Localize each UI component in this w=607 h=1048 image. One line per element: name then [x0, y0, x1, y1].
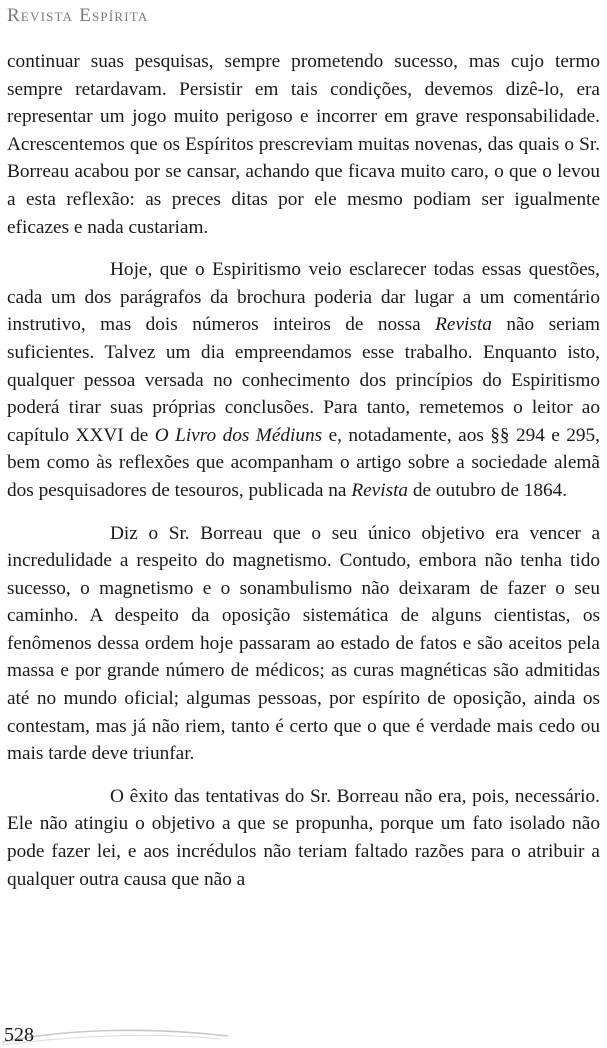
- paragraph-4: [7, 783, 600, 893]
- paragraph-3: [7, 520, 600, 768]
- page-swoosh-ornament: [0, 1022, 230, 1048]
- paragraph-2-text-a: Hoje, que o Espiritismo veio esclarecer todas essas questões, cada um dos parágrafos da brochura poderia dar lugar a um comentário instrutivo, mas dois números inteiros de nossa: [7, 259, 600, 336]
- paragraph-1-text: continuar suas pesquisas, sempre prometendo sucesso, mas cujo termo sempre retardavam. Persistir em tais condições, devemos dizê-lo, era representar um jogo muito perigoso e incorrer em grave responsabilidade. Acrescentemos que os Espíritos prescreviam muitas novenas, das quais o Sr. Borreau acabou por se cansar, achando que ficava muito caro, o que o levou a esta reflexão: as preces ditas por ele mesmo podiam ser igualmente eficazes e nada custariam.: [7, 51, 600, 238]
- paragraph-2-text-d: de outubro de 1864.: [408, 479, 568, 501]
- page-number: 528: [4, 1024, 34, 1046]
- book-title-livro-dos-mediuns: O Livro dos Médiuns: [154, 424, 323, 446]
- paragraph-4-text: O êxito das tentativas do Sr. Borreau não era, pois, necessário. Ele não atingiu o objetivo a que se propunha, porque um fato isolado não pode fazer lei, e aos incrédulos não teriam faltado razões para o atribuir a qualquer outra causa que não a: [7, 785, 600, 890]
- paragraph-1: [7, 48, 600, 241]
- journal-title-revista: Revista: [435, 314, 492, 336]
- journal-title-revista: Revista: [351, 479, 409, 501]
- body-text: [7, 48, 600, 893]
- paragraph-2: [7, 256, 600, 504]
- paragraph-2-text-c: e, notadamente, aos §§ 294 e 295, bem como às reflexões que acompanham o artigo sobre a sociedade alemã dos pesquisadores de tesouros, publicada na: [7, 424, 601, 501]
- paragraph-2-text-b: não seriam suficientes. Talvez um dia empreendamos esse trabalho. Enquanto isto, qualquer pessoa versada no conhecimento dos princípios do Espiritismo poderá tirar suas próprias conclusões. Para tanto, remetemos o leitor ao capítulo XXVI de: [7, 314, 600, 446]
- running-header: Revista Espírita: [7, 5, 149, 26]
- paragraph-3-text: Diz o Sr. Borreau que o seu único objetivo era vencer a incredulidade a respeito do magnetismo. Contudo, embora não tenha tido sucesso, o magnetismo e o sonambulismo não deixaram de fazer o seu caminho. A despeito da oposição sistemática de alguns cientistas, os fenômenos dessa ordem hoje passaram ao estado de fatos e são aceitos pela massa e por grande número de médicos; as curas magnéticas são admitidas até no mundo oficial; algumas pessoas, por espírito de oposição, ainda os contestam, mas já não riem, tanto é certo que o que é verdade mais cedo ou mais tarde deve triunfar.: [7, 522, 600, 765]
